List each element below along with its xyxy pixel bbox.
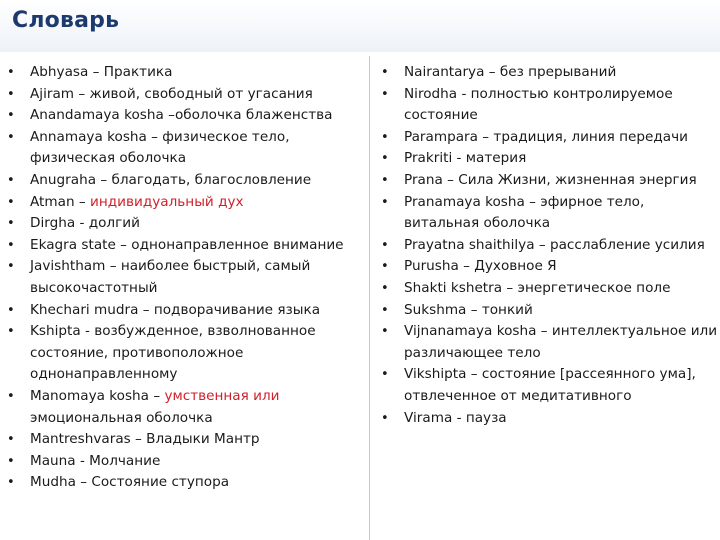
- glossary-item: [380, 148, 718, 170]
- glossary-text: Abhyasa – Практика: [30, 64, 173, 80]
- bullet-icon: •: [381, 151, 389, 167]
- glossary-text: Prayatna shaithilya – расслабление усилия: [404, 236, 705, 253]
- bullet-icon: •: [7, 388, 15, 404]
- page-title: Словарь: [12, 8, 120, 33]
- glossary-text: Javishtham – наиболее быстрый, самый высокочастотный: [30, 258, 311, 296]
- glossary-text: Vikshipta – состояние [рассеянного ума], отвлеченное от медитативного: [404, 366, 696, 404]
- glossary-item: [6, 321, 364, 386]
- glossary-item: [6, 127, 364, 170]
- glossary-text: Nairantarya – без прерываний: [404, 64, 617, 80]
- glossary-item: [380, 278, 718, 300]
- bullet-icon: •: [381, 129, 389, 145]
- glossary-text: Purusha – Духовное Я: [404, 258, 557, 275]
- glossary-text: Kshipta - возбужденное, взволнованное состояние, противоположное однонаправленному: [30, 323, 316, 383]
- bullet-icon: •: [7, 324, 15, 340]
- glossary-item: [380, 127, 718, 149]
- bullet-icon: •: [7, 65, 15, 80]
- glossary-text: Parampara – традиция, линия передачи: [404, 128, 688, 145]
- glossary-item: [380, 192, 718, 235]
- bullet-icon: •: [381, 410, 389, 426]
- glossary-text: Pranamaya kosha – эфирное тело, витальная оболочка: [404, 193, 645, 232]
- column-divider: [369, 56, 370, 540]
- bullet-icon: •: [381, 259, 389, 275]
- glossary-item: [380, 300, 718, 322]
- glossary-text: Ekagra state – однонаправленное внимание: [30, 236, 344, 253]
- glossary-item: [6, 472, 364, 494]
- bullet-icon: •: [7, 432, 15, 448]
- glossary-text: Khechari mudra – подворачивание языка: [30, 301, 321, 318]
- glossary-item: [6, 170, 364, 192]
- glossary-item: [6, 213, 364, 235]
- glossary-text: Anandamaya kosha –оболочка блаженства: [30, 107, 333, 124]
- glossary-right-column: [380, 62, 718, 429]
- bullet-icon: •: [381, 86, 389, 102]
- bullet-icon: •: [7, 194, 15, 210]
- glossary-text: Prakriti - материя: [404, 150, 527, 167]
- glossary-item: [6, 256, 364, 299]
- bullet-icon: •: [381, 65, 389, 80]
- glossary-text: Mauna - Молчание: [30, 452, 161, 469]
- glossary-item: [380, 364, 718, 407]
- glossary-item: [380, 256, 718, 278]
- glossary-item: [380, 62, 718, 84]
- glossary-text: Vijnanamaya kosha – интеллектуальное или различающее тело: [404, 323, 718, 361]
- glossary-item: [380, 84, 718, 127]
- glossary-text: эмоциональная оболочка: [30, 409, 213, 426]
- glossary-item: [6, 192, 364, 214]
- bullet-icon: •: [381, 367, 389, 383]
- bullet-icon: •: [381, 237, 389, 253]
- bullet-icon: •: [7, 237, 15, 253]
- glossary-text: Virama - пауза: [404, 409, 507, 426]
- bullet-icon: •: [7, 86, 15, 102]
- glossary-highlight: умственная или: [164, 387, 280, 404]
- glossary-item: [380, 235, 718, 257]
- glossary-text: Anugraha – благодать, благословление: [30, 171, 312, 188]
- glossary-item: [380, 170, 718, 192]
- glossary-term: Atman –: [30, 193, 91, 210]
- glossary-item: [6, 235, 364, 257]
- glossary-text: Mantreshvaras – Владыки Мантр: [30, 431, 260, 448]
- glossary-item: [6, 62, 364, 84]
- glossary-text: Annamaya kosha – физическое тело, физическая оболочка: [30, 128, 290, 167]
- bullet-icon: •: [381, 280, 389, 296]
- glossary-text: Shakti kshetra – энергетическое поле: [404, 279, 671, 296]
- glossary-item: [380, 408, 718, 430]
- glossary-text: Dirgha - долгий: [30, 215, 140, 232]
- glossary-highlight: индивидуальный дух: [90, 193, 244, 210]
- glossary-item: [6, 386, 364, 429]
- glossary-text: Prana – Сила Жизни, жизненная энергия: [404, 171, 697, 188]
- glossary-text: Mudha – Состояние ступора: [30, 474, 230, 491]
- glossary-item: [380, 321, 718, 364]
- glossary-text: Sukshma – тонкий: [404, 301, 533, 318]
- bullet-icon: •: [381, 302, 389, 318]
- glossary-text: Ajiram – живой, свободный от угасания: [30, 85, 313, 102]
- glossary-item: [6, 300, 364, 322]
- glossary-term: Manomaya kosha –: [30, 387, 165, 404]
- bullet-icon: •: [7, 216, 15, 232]
- bullet-icon: •: [381, 194, 389, 210]
- bullet-icon: •: [7, 129, 15, 145]
- bullet-icon: •: [7, 302, 15, 318]
- bullet-icon: •: [7, 453, 15, 469]
- bullet-icon: •: [7, 475, 15, 491]
- glossary-left-column: [6, 62, 364, 494]
- glossary-text: Nirodha - полностью контролируемое состояние: [404, 85, 673, 124]
- bullet-icon: •: [7, 172, 15, 188]
- bullet-icon: •: [381, 172, 389, 188]
- glossary-item: [6, 429, 364, 451]
- glossary-item: [6, 84, 364, 106]
- bullet-icon: •: [381, 324, 389, 340]
- glossary-item: [6, 451, 364, 473]
- bullet-icon: •: [7, 259, 15, 275]
- glossary-item: [6, 105, 364, 127]
- bullet-icon: •: [7, 108, 15, 124]
